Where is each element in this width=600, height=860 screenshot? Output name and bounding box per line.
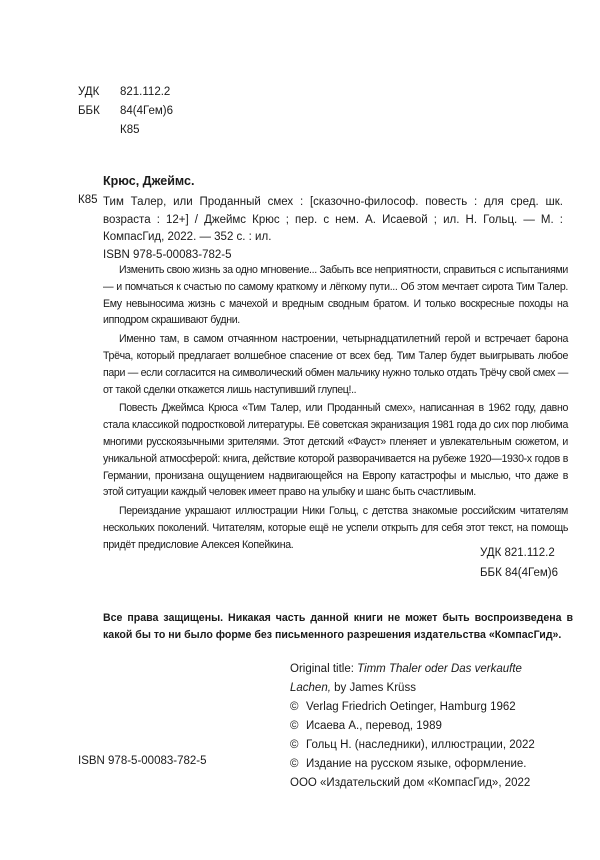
rights-notice: Все права защищены. Никакая часть данной книги не может быть воспроизведена в какой бы то ни было форме без письменного разрешения издательства «КомпасГид».: [103, 612, 573, 641]
copyright-text: Гольц Н. (наследники), иллюстрации, 2022: [306, 739, 535, 751]
udk-row: [78, 83, 173, 102]
original-title: Timm Thaler oder Das verkaufte: [357, 663, 522, 675]
original-title-line: [290, 660, 575, 679]
bbk-label: ББК: [78, 105, 100, 117]
author-heading: Крюс, Джеймс.: [103, 174, 195, 188]
k-code-row: [78, 121, 173, 140]
original-title-label: Original title:: [290, 663, 354, 675]
udk-label: УДК: [78, 86, 100, 98]
bibliographic-record: [103, 194, 563, 264]
credits-block: [290, 660, 575, 793]
original-title-continued: Lachen,: [290, 682, 331, 694]
udk-value: 821.112.2: [120, 86, 171, 98]
annotation-paragraph: Изменить свою жизнь за одно мгновение... Забыть все неприятности, справиться с испытаниями — и помчаться к счастью по самому краткому и лёгкому пути... Об этом мечтает сирота Тим Талер. Ему невыносима жизнь с мачехой и вредным сводным братом. И только воскресные походы на ипподром скрашивают будни.: [103, 264, 568, 327]
copyright-icon: ©: [290, 720, 299, 732]
copyright-text: Издание на русском языке, оформление.: [306, 758, 527, 770]
classification-codes: [78, 83, 173, 140]
copyright-line: [290, 717, 575, 736]
copyright-text: Verlag Friedrich Oetinger, Hamburg 1962: [306, 701, 516, 713]
bbk-value: 84(4Гем)6: [120, 105, 174, 117]
udk-code: УДК 821.112.2: [480, 547, 555, 559]
isbn-bottom: ISBN 978-5-00083-782-5: [78, 755, 207, 767]
annotation-paragraph: Повесть Джеймса Крюса «Тим Талер, или Проданный смех», написанная в 1962 году, давно стала классикой подростковой литературы. Её советская экранизация 1981 года до сих пор любима многими русскоязычными зрителями. Этот детский «Фауст» пленяет и увлекательным сюжетом, и уникальной атмосферой: книга, действие которой разворачивается на рубеже 1920—1930-х годов в Германии, пронизана ощущением надвигающейся на Европу катастрофы и мыслью, что даже в этой ситуации каждый человек имеет право на улыбку и шанс быть счастливым.: [103, 402, 568, 499]
annotation-paragraph: Именно там, в самом отчаянном настроении, четырнадцатилетний герой и встречает барона Трёча, который предлагает волшебное спасение от всех бед. Тим Талер будет выигрывать любое пари — если согласится на символический обмен мальчику нужно только отдать Трёчу свой смех — от такой сделки откажется лишь наступивший глупец!..: [103, 333, 568, 396]
classification-codes-repeat: [480, 543, 558, 583]
copyright-line: [290, 736, 575, 755]
bbk-code: ББК 84(4Гем)6: [480, 567, 558, 579]
bibliographic-description: Тим Талер, или Проданный смех : [сказочно-философ. повесть : для сред. шк. возраста : 12+] / Джеймс Крюс ; пер. с нем. А. Исаевой ; ил. Н. Гольц. — М. : КомпасГид, 2022. — 352 с. : ил.: [103, 196, 563, 243]
copyright-text: Исаева А., перевод, 1989: [306, 720, 442, 732]
original-title-line-2: [290, 679, 575, 698]
author-sign-side: К85: [78, 194, 98, 206]
copyright-icon: ©: [290, 739, 299, 751]
copyright-line: [290, 755, 575, 774]
copyright-line: [290, 698, 575, 717]
bbk-row: [78, 102, 173, 121]
publisher-line: ООО «Издательский дом «КомпасГид», 2022: [290, 777, 531, 789]
annotation-paragraph: Переиздание украшают иллюстрации Ники Гольц, с детства знакомые российским читателям нескольких поколений. Читателям, которые ещё не успели открыть для себя этот текст, на помощь придёт предисловие Алексея Копейкина.: [103, 505, 568, 551]
original-author: by James Krüss: [334, 682, 416, 694]
copyright-icon: ©: [290, 701, 299, 713]
author-sign-code: К85: [120, 124, 140, 136]
copyright-icon: ©: [290, 758, 299, 770]
isbn: ISBN 978-5-00083-782-5: [103, 248, 232, 261]
annotation: [103, 262, 568, 556]
